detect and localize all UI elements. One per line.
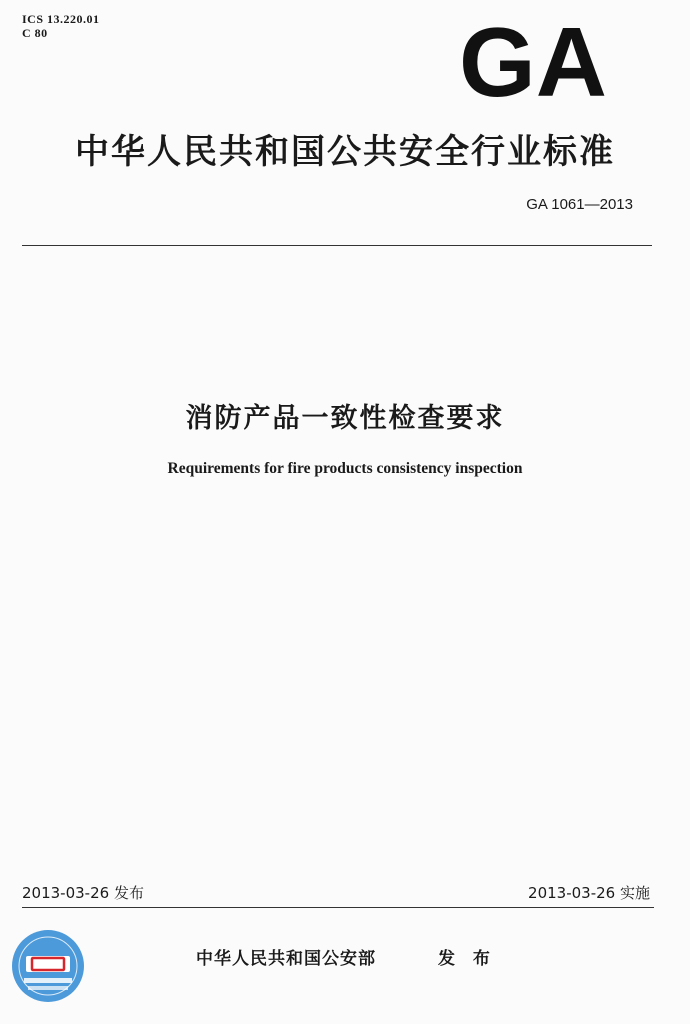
- bottom-divider: [22, 907, 654, 908]
- standard-title: 中华人民共和国公共安全行业标准: [75, 132, 615, 172]
- logo-text: GA: [459, 22, 607, 98]
- issue-date: 2013-03-26 发布: [22, 884, 144, 902]
- class-code: C 80: [22, 26, 48, 40]
- implement-date: 2013-03-26 实施: [528, 884, 650, 902]
- ics-code: ICS 13.220.01: [22, 12, 100, 26]
- document-title: 消防产品一致性检查要求: [185, 403, 505, 434]
- standard-code: GA 1061—2013: [526, 196, 633, 213]
- ga-logo: [458, 22, 608, 98]
- top-divider: [22, 245, 652, 246]
- document-subtitle: Requirements for fire products consistency inspection: [167, 460, 523, 477]
- anti-counterfeit-seal-icon: [10, 928, 86, 1004]
- classification-codes: [22, 12, 100, 40]
- publisher-name: 中华人民共和国公安部: [196, 949, 376, 969]
- publisher-suffix: 发 布: [438, 949, 496, 969]
